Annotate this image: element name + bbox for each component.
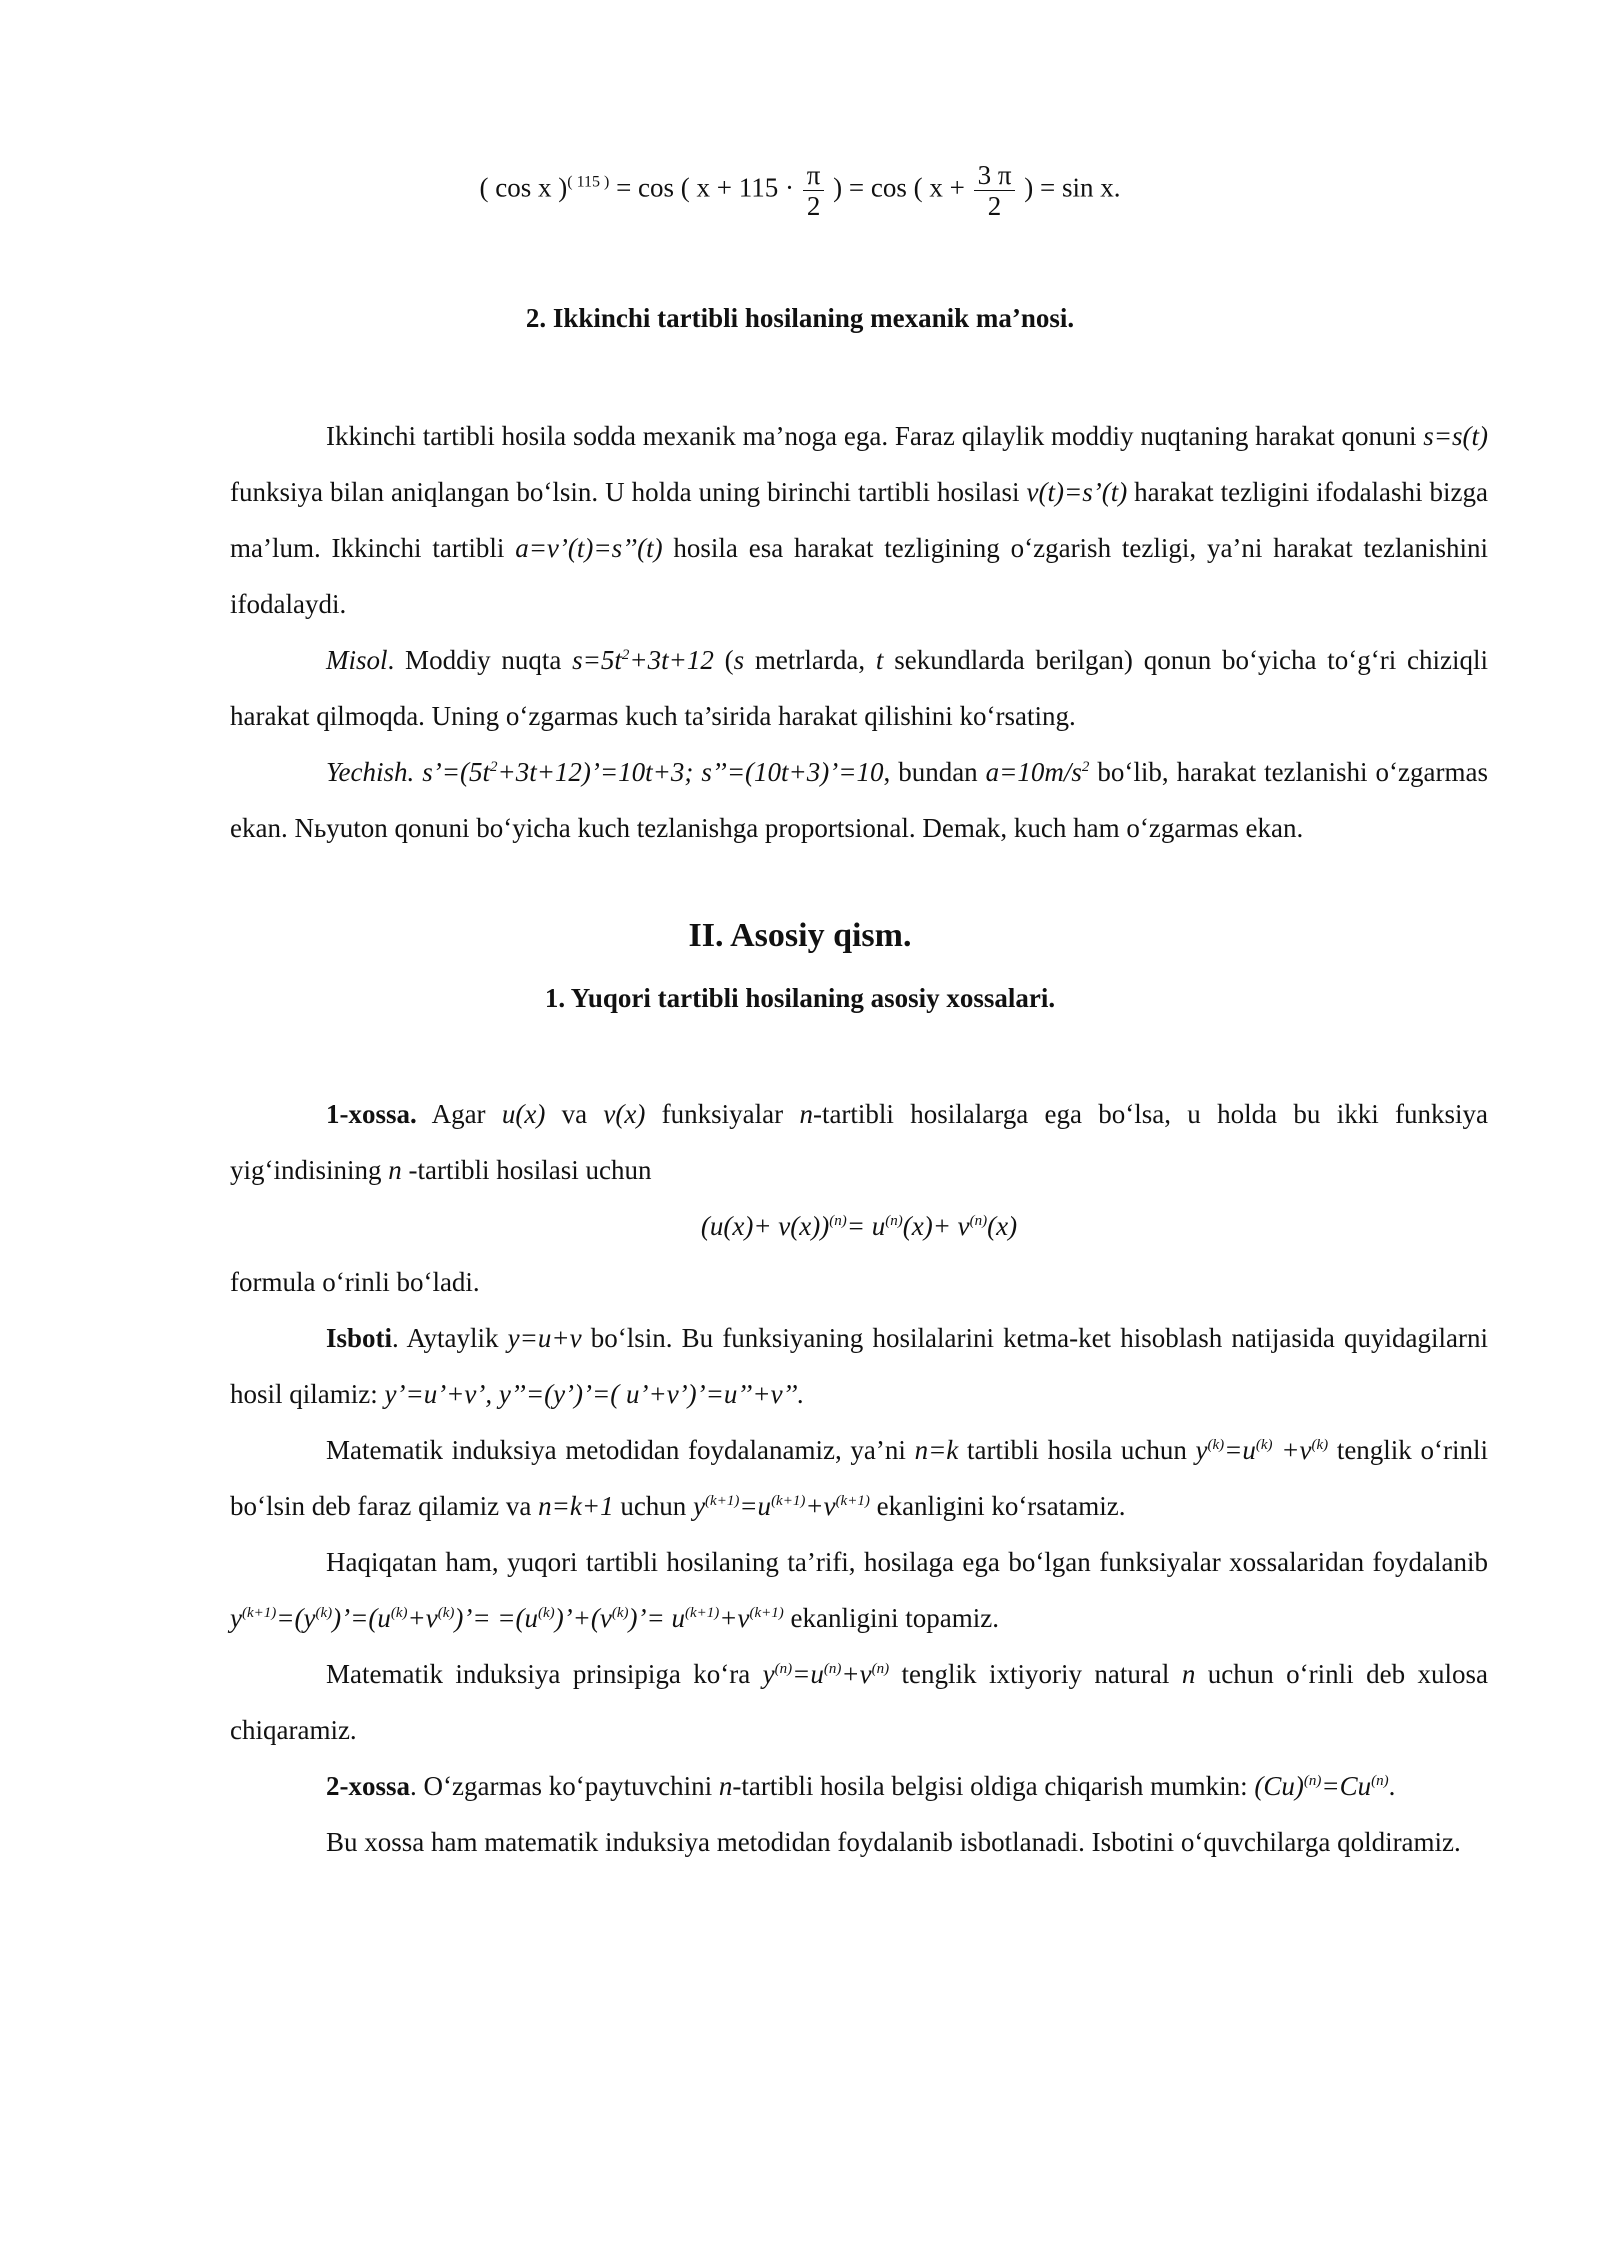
text-run: .: [1388, 1771, 1396, 1801]
paragraph-isboti: [230, 1310, 1488, 1422]
math-run: n: [799, 1099, 813, 1129]
superscript: (n): [969, 1213, 988, 1229]
math-run: y’=u’+v’, y’’=(y’)’=( u’+v’)’=u’’+v’’.: [384, 1379, 805, 1409]
math-part: y: [230, 1603, 242, 1633]
section-title: II. Asosiy qism.: [688, 917, 912, 954]
math-part: s’=(5t: [414, 757, 490, 787]
math-part: +v: [407, 1603, 438, 1633]
math-part: +v: [841, 1659, 872, 1689]
math-part: )’= u: [628, 1603, 685, 1633]
text-run: bo‘lsin. Bu funksiyaning hosilalarini ketma-ket hisoblash natijasida quyidagilarni hosil qilamiz:: [230, 1323, 1488, 1409]
math-part: +v: [805, 1491, 836, 1521]
superscript: (n): [885, 1213, 903, 1229]
text-run: -tartibli hosilalarga ega bo‘lsa, u holda bu ikki funksiya yig‘indisining: [230, 1099, 1488, 1185]
paragraph-formula-after: formula o‘rinli bo‘ladi.: [230, 1267, 480, 1297]
formula-eq3: ) = sin x.: [1017, 172, 1121, 203]
superscript: (k): [1207, 1437, 1225, 1453]
math-part: y: [1195, 1435, 1208, 1465]
paragraph-induksiya: [230, 1422, 1488, 1534]
superscript: (n): [1371, 1773, 1389, 1789]
text-run: Matematik induksiya metodidan foydalanamiz, ya’ni: [326, 1435, 915, 1465]
superscript: (n): [823, 1661, 842, 1677]
paragraph-prinsip: [230, 1646, 1488, 1758]
formula-eq1: = cos ( x + 115 ·: [609, 172, 801, 203]
math-run: u(x): [501, 1099, 546, 1129]
math-run: n=k: [914, 1435, 959, 1465]
text-run: tenglik o‘rinli bo‘lsin deb faraz qilamiz va: [230, 1435, 1488, 1521]
superscript: (k+1): [749, 1605, 784, 1621]
math-part: y: [762, 1659, 775, 1689]
paragraph-misol: [230, 632, 1488, 744]
superscript: (n): [1303, 1773, 1322, 1789]
math-part: a=10m/s: [985, 757, 1082, 787]
superscript: (k): [611, 1605, 629, 1621]
superscript: (k+1): [771, 1493, 806, 1509]
body-block-2: [230, 1086, 1488, 1870]
text-run: -tartibli hosilasi uchun: [401, 1155, 652, 1185]
math-run: y=u+v: [507, 1323, 582, 1353]
math-run: n: [718, 1771, 733, 1801]
text-run: Matematik induksiya prinsipiga ko‘ra: [326, 1659, 763, 1689]
text-run: . O‘zgarmas ko‘paytuvchini: [410, 1771, 719, 1801]
text-run: sekundlarda berilgan) qonun bo‘yicha to‘g‘ri chiziqli harakat qilmoqda. Uning o‘zgarmas kuch ta’sirida harakat qilishini ko‘rsating.: [230, 645, 1488, 731]
math-part: = u: [846, 1211, 886, 1241]
math-run: n: [1181, 1659, 1196, 1689]
text-run: Agar: [416, 1099, 502, 1129]
text-run: . Moddiy nuqta: [387, 645, 573, 675]
text-run: . Aytaylik: [392, 1323, 508, 1353]
superscript: (k+1): [241, 1605, 277, 1621]
superscript: 2: [1081, 759, 1090, 775]
fraction-denominator: 2: [806, 191, 821, 221]
fraction-numerator: 3 π: [974, 160, 1016, 191]
text-run: bo‘lib, harakat tezlanishi o‘zgarmas ekan. Nьyuton qonuni bo‘yicha kuch tezlanishga proportsional. Demak, kuch ham o‘zgarmas ekan.: [230, 757, 1488, 843]
math-run: s: [733, 645, 745, 675]
paragraph-xossa2: [230, 1758, 1488, 1814]
math-part: y: [693, 1491, 706, 1521]
subsection-title: 1. Yuqori tartibli hosilaning asosiy xossalari.: [544, 983, 1056, 1013]
misol-label: Misol: [326, 645, 388, 675]
fraction-numerator: π: [803, 160, 825, 191]
text-run: harakat tezligini ifodalashi bizga ma’lum. Ikkinchi tartibli: [230, 477, 1488, 563]
math-run: [230, 1603, 784, 1633]
math-part: =u: [792, 1659, 824, 1689]
xossa2-label: 2-xossa: [326, 1771, 411, 1801]
yechish-label: Yechish.: [326, 757, 415, 787]
math-run: v(t)=s’(t): [1026, 477, 1128, 507]
math-run: [1254, 1771, 1388, 1801]
math-part: =Cu: [1321, 1771, 1372, 1801]
superscript: (n): [774, 1661, 793, 1677]
text-run: funksiya bilan aniqlangan bo‘lsin. U holda uning birinchi tartibli hosilasi: [230, 477, 1027, 507]
superscript: (k): [1255, 1437, 1273, 1453]
paragraph-mechanical: [230, 408, 1488, 632]
text-run: ekanligini topamiz.: [783, 1603, 999, 1633]
heading-mechanical-meaning: 2. Ikkinchi tartibli hosilaning mexanik ma’nosi.: [525, 303, 1075, 333]
math-part: =u: [1224, 1435, 1256, 1465]
math-run: s=s(t): [1423, 421, 1488, 451]
superscript: 2: [621, 647, 630, 663]
text-run: -tartibli hosila belgisi oldiga chiqarish mumkin:: [732, 1771, 1255, 1801]
math-run: t: [875, 645, 884, 675]
math-part: )’= =(u: [454, 1603, 539, 1633]
superscript: (k): [1311, 1437, 1329, 1453]
math-run: [763, 1659, 889, 1689]
fraction-denominator: 2: [987, 191, 1002, 221]
text-run: Ikkinchi tartibli hosila sodda mexanik ma’noga ega. Faraz qilaylik moddiy nuqtaning harakat qonuni: [326, 421, 1424, 451]
text-run: uchun: [613, 1491, 694, 1521]
formula-sum-derivative: [230, 1198, 1488, 1254]
formula-lhs: ( cos x ): [479, 172, 568, 203]
superscript: (n): [871, 1661, 890, 1677]
superscript: (k+1): [835, 1493, 870, 1509]
math-run: [986, 757, 1090, 787]
math-part: s=5t: [572, 645, 622, 675]
text-run: hosila esa harakat tezligining o‘zgarish tezligi, ya’ni harakat tezlanishini ifodalaydi.: [230, 533, 1488, 619]
superscript: (n): [829, 1213, 847, 1229]
math-run: v(x): [603, 1099, 646, 1129]
text-run: funksiyalar: [645, 1099, 800, 1129]
text-run: metrlarda,: [744, 645, 876, 675]
superscript: (k+1): [705, 1493, 740, 1509]
paragraph-xossa1: [230, 1086, 1488, 1198]
math-part: +3t+12)’=10t+3; s’’=(10t+3)’=10: [497, 757, 884, 787]
math-part: )’=(u: [332, 1603, 391, 1633]
math-run: [572, 645, 714, 675]
formula-eq2: ) = cos ( x +: [826, 172, 972, 203]
xossa1-label: 1-xossa.: [326, 1099, 417, 1129]
text-run: va: [545, 1099, 604, 1129]
math-part: )’+(v: [554, 1603, 612, 1633]
text-run: Haqiqatan ham, yuqori tartibli hosilaning ta’rifi, hosilaga ega bo‘lgan funksiyalar xossalaridan foydalanib: [326, 1547, 1488, 1577]
fraction-pi-over-2: [803, 160, 825, 221]
math-part: =u: [739, 1491, 772, 1521]
math-run: a=v’(t)=s’’(t): [515, 533, 663, 563]
superscript: (k): [390, 1605, 408, 1621]
math-run: n=k+1: [538, 1491, 614, 1521]
math-part: (Cu): [1254, 1771, 1304, 1801]
text-run: uchun o‘rinli deb xulosa chiqaramiz.: [230, 1659, 1489, 1745]
math-run: [1196, 1435, 1329, 1465]
superscript: (k): [538, 1605, 555, 1621]
formula-cos-derivative: [0, 160, 1600, 221]
formula-lhs-sup: ( 115 ): [567, 173, 610, 191]
text-run: tenglik ixtiyoriy natural: [889, 1659, 1182, 1689]
paragraph-yechish: [230, 744, 1488, 856]
math-run: n: [388, 1155, 402, 1185]
superscript: (k): [437, 1605, 455, 1621]
superscript: (k+1): [684, 1605, 720, 1621]
paragraph-bu-xossa: Bu xossa ham matematik induksiya metodidan foydalanib isbotlanadi. Isbotini o‘quvchilarga qoldiramiz.: [326, 1827, 1461, 1857]
text-run: , bundan: [883, 757, 986, 787]
isboti-label: Isboti: [326, 1323, 393, 1353]
math-part: (x): [987, 1211, 1018, 1241]
superscript: 2: [489, 759, 498, 775]
math-part: +v: [1272, 1435, 1312, 1465]
math-part: (x)+ v: [902, 1211, 970, 1241]
math-part: (u(x)+ v(x)): [700, 1211, 830, 1241]
math-part: +v: [719, 1603, 750, 1633]
math-part: =(y: [276, 1603, 316, 1633]
paragraph-haqiqatan: [230, 1534, 1488, 1646]
fraction-3pi-over-2: [974, 160, 1016, 221]
text-run: ekanligini ko‘rsatamiz.: [869, 1491, 1126, 1521]
math-part: +3t+12: [629, 645, 714, 675]
superscript: (k): [315, 1605, 333, 1621]
math-run: [701, 1211, 1017, 1241]
text-run: (: [713, 645, 734, 675]
text-run: tartibli hosila uchun: [958, 1435, 1196, 1465]
math-run: [414, 757, 883, 787]
math-run: [693, 1491, 870, 1521]
body-block-1: [230, 408, 1488, 856]
